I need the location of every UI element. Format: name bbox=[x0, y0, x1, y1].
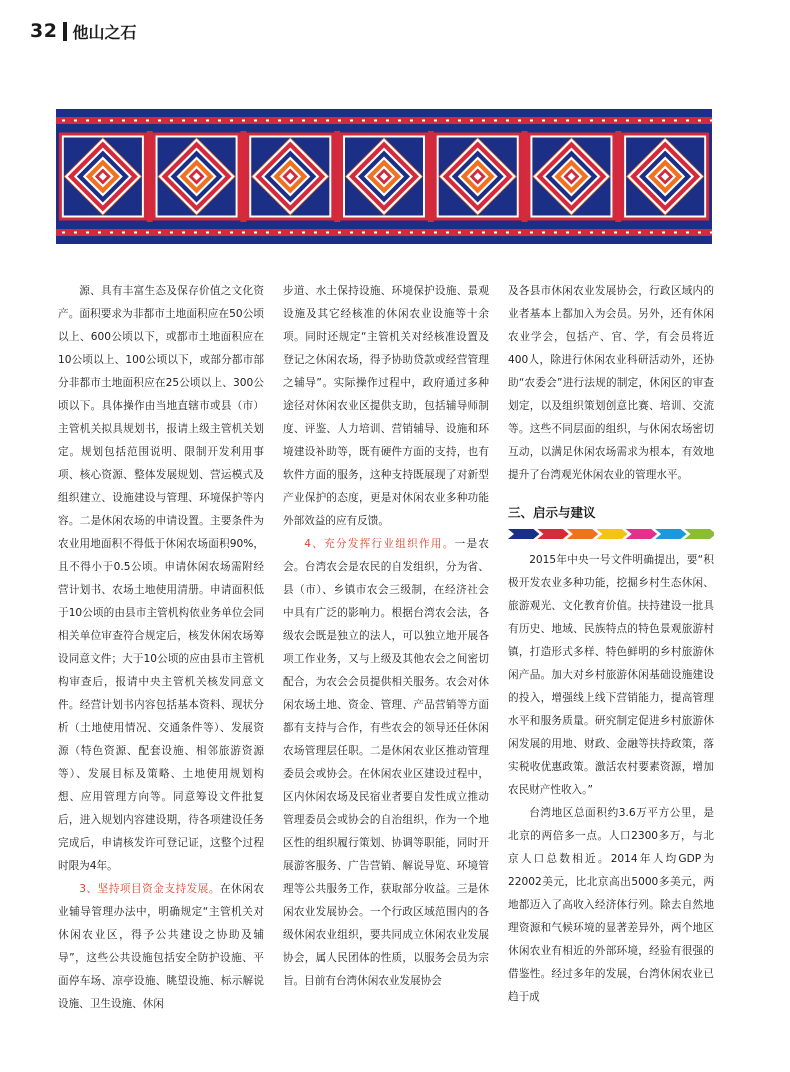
band-dot bbox=[254, 232, 257, 234]
band-dot bbox=[110, 120, 113, 122]
section-heading: 三、启示与建议 bbox=[508, 505, 596, 520]
band-dot bbox=[386, 232, 389, 234]
band-dot bbox=[638, 120, 641, 122]
band-dot bbox=[254, 120, 257, 122]
band-dot bbox=[578, 232, 581, 234]
paragraph bbox=[508, 280, 714, 487]
band-dot bbox=[626, 120, 629, 122]
tile-separator bbox=[522, 131, 528, 222]
band-dot bbox=[134, 232, 137, 234]
heading-color-stripe bbox=[508, 529, 714, 539]
band-dot bbox=[98, 232, 101, 234]
band-dot bbox=[314, 232, 317, 234]
band-dot bbox=[482, 232, 485, 234]
band-dot bbox=[290, 232, 293, 234]
band-dot bbox=[326, 120, 329, 122]
band-dot bbox=[182, 232, 185, 234]
band-dot bbox=[674, 232, 677, 234]
band-dot bbox=[242, 232, 245, 234]
stripe-chevron bbox=[655, 529, 686, 539]
band-dot bbox=[482, 120, 485, 122]
band-dot bbox=[62, 120, 65, 122]
decorative-pattern-banner bbox=[56, 109, 712, 244]
highlighted-subheading: 3、坚持项目资金支持发展。 bbox=[79, 883, 221, 895]
band-dot bbox=[158, 232, 161, 234]
article-column-3 bbox=[508, 280, 714, 1009]
band-dot bbox=[230, 232, 233, 234]
band-dot bbox=[266, 232, 269, 234]
paragraph bbox=[283, 533, 489, 993]
band-dot bbox=[434, 120, 437, 122]
band-dot bbox=[686, 120, 689, 122]
stripe-chevron bbox=[537, 529, 568, 539]
band-dot bbox=[410, 120, 413, 122]
band-dot bbox=[602, 120, 605, 122]
tile-separator bbox=[147, 131, 153, 222]
page-number: 32 bbox=[30, 20, 58, 42]
band-dot bbox=[662, 120, 665, 122]
paragraph bbox=[283, 280, 489, 533]
paragraph-text: 台湾地区总面积约3.6万平方公里，是北京的两倍多一点。人口2300多万，与北京人口总数相近。2014年人均GDP为22002美元，比北京高出5000多美元，两地都迈入了高收入经济体行列。除去自然地理资源和气候环境的显著差异外，两个地区休闲农业有相近的外部环境，经验有很强的借鉴性。经过多年的发展，台湾休闲农业已趋于成 bbox=[508, 807, 714, 1003]
band-dot bbox=[530, 232, 533, 234]
band-dot bbox=[218, 120, 221, 122]
band-dot bbox=[290, 120, 293, 122]
band-dot bbox=[518, 232, 521, 234]
band-dot bbox=[494, 232, 497, 234]
band-dot bbox=[458, 232, 461, 234]
band-dot bbox=[446, 120, 449, 122]
band-dot bbox=[74, 232, 77, 234]
stripe-chevron bbox=[567, 529, 598, 539]
band-dot bbox=[338, 232, 341, 234]
band-dot bbox=[590, 232, 593, 234]
banner-bottom-band bbox=[56, 229, 712, 236]
band-dot bbox=[86, 120, 89, 122]
band-dot bbox=[170, 232, 173, 234]
band-dot bbox=[614, 120, 617, 122]
band-dot bbox=[242, 120, 245, 122]
band-dot bbox=[494, 120, 497, 122]
section-name: 他山之石 bbox=[72, 22, 137, 42]
band-dot bbox=[278, 120, 281, 122]
band-dot bbox=[314, 120, 317, 122]
highlighted-subheading: 4、充分发挥行业组织作用。 bbox=[304, 538, 455, 550]
band-dot bbox=[146, 232, 149, 234]
band-dot bbox=[542, 120, 545, 122]
band-dot bbox=[554, 232, 557, 234]
band-dot bbox=[614, 232, 617, 234]
band-dot bbox=[194, 232, 197, 234]
band-dot bbox=[206, 232, 209, 234]
band-dot bbox=[674, 120, 677, 122]
band-dot bbox=[590, 120, 593, 122]
band-dot bbox=[638, 232, 641, 234]
paragraph-text: 在休闲农业辅导管理办法中，明确规定“主管机关对休闲农业区，得予公共建设之协助及辅导”，这些公共设施包括安全防护设施、平面停车场、凉亭设施、眺望设施、标示解说设施、卫生设施、休闲 bbox=[58, 883, 264, 1010]
band-dot bbox=[62, 232, 65, 234]
tile-separator bbox=[615, 131, 621, 222]
band-dot bbox=[698, 120, 701, 122]
banner-top-band bbox=[56, 117, 712, 124]
band-dot bbox=[362, 232, 365, 234]
band-dot bbox=[182, 120, 185, 122]
stripe-chevron bbox=[626, 529, 657, 539]
tile-separator bbox=[334, 131, 340, 222]
paragraph-text: 一是农会。台湾农会是农民的自发组织，分为省、县（市）、乡镇市农会三级制，在经济社会中具有广泛的影响力。根据台湾农会法，各级农会既是独立的法人，可以独立地开展各项工作业务，又与上级及其他农会之间密切配合，为农会会员提供相关服务。农会对休闲农场土地、资金、管理、产品营销等方面都有支持与合作，有些农会的领导还任休闲农场管理层任职。二是休闲农业区推动管理委员会或协会。在休闲农业区建设过程中，区内休闲农场及民宿业者要自发性成立推动管理委员会或协会的自治组织，作为一个地区性的组织履行策划、协调等职能，同时开展游客服务、广告营销、解说导览、环境管理等公共服务工作，获取部分收益。三是休闲农业发展协会。一个行政区域范围内的各级休闲农业组织，要共同成立休闲农业发展协会，属人民团体的性质，以服务会员为宗旨。目前有台湾休闲农业发展协会 bbox=[283, 538, 489, 987]
band-dot bbox=[446, 232, 449, 234]
band-dot bbox=[470, 120, 473, 122]
band-dot bbox=[98, 120, 101, 122]
band-dot bbox=[386, 120, 389, 122]
band-dot bbox=[170, 120, 173, 122]
band-dot bbox=[398, 120, 401, 122]
band-dot bbox=[650, 120, 653, 122]
band-dot bbox=[338, 120, 341, 122]
paragraph-text: 步道、水土保持设施、环境保护设施、景观设施及其它经核准的休闲农业设施等十余项。同时还规定“主管机关对经核准设置及登记之休闲农场，得予协助贷款或经营管理之辅导”。实际操作过程中，政府通过多种途径对休闲农业区提供支助，包括辅导师制度、评鉴、人力培训、营销辅导、设施和环境建设补助等，既有硬件方面的支持，也有软件方面的服务，这种支持既展现了对新型产业保护的态度，更是对休闲农业多种功能外部效益的应有反馈。 bbox=[283, 285, 489, 527]
band-dot bbox=[110, 232, 113, 234]
band-dot bbox=[86, 232, 89, 234]
band-dot bbox=[122, 120, 125, 122]
header-divider bbox=[63, 22, 67, 41]
paragraph bbox=[508, 549, 714, 802]
band-dot bbox=[74, 120, 77, 122]
band-dot bbox=[530, 120, 533, 122]
band-dot bbox=[506, 120, 509, 122]
band-dot bbox=[578, 120, 581, 122]
band-dot bbox=[626, 232, 629, 234]
band-dot bbox=[566, 232, 569, 234]
band-dot bbox=[278, 232, 281, 234]
band-dot bbox=[434, 232, 437, 234]
band-dot bbox=[230, 120, 233, 122]
band-dot bbox=[422, 232, 425, 234]
band-dot bbox=[470, 232, 473, 234]
band-dot bbox=[302, 120, 305, 122]
paragraph-text: 源、具有丰富生态及保存价值之文化资产。面积要求为非都市土地面积应在50公顷以上、600公顷以下，或都市土地面积应在10公顷以上、100公顷以下，或部分都市部分非都市土地面积应在25公顷以上、300公顷以下。具体操作由当地直辖市或县（市）主管机关拟具规划书，报请上级主管机关划定。规划包括范围说明、限制开发利用事项、核心资源、整体发展规划、营运模式及组织建立、设施建设与管理、环境保护等内容。二是休闲农场的申请设置。主要条件为农业用地面积不得低于休闲农场面积90%，且不得小于0.5公顷。申请休闲农场需附经营计划书、农场土地使用清册。申请面积低于10公顷的由县市主管机构依业务单位会同相关单位审查符合规定后，核发休闲农场筹设同意文件；大于10公顷的应由县市主管机构审查后，报请中央主管机关核发同意文件。经营计划书内容包括基本资料、现状分析（土地使用情况、交通条件等）、发展资源（特色资源、配套设施、相邻旅游资源等）、发展目标及策略、土地使用规划构想、应用管理方向等。同意筹设文件批复后，进入规划内容建设期，待各项建设任务完成后，申请核发许可登记证，这整个过程时限为4年。 bbox=[58, 285, 264, 872]
band-dot bbox=[266, 120, 269, 122]
paragraph-text: 2015年中央一号文件明确提出，要“积极开发农业多种功能，挖掘乡村生态休闲、旅游观光、文化教育价值。扶持建设一批具有历史、地域、民族特点的特色景观旅游村镇，打造形式多样、特色鲜明的乡村旅游休闲产品。加大对乡村旅游休闲基础设施建设的投入，增强线上线下营销能力，提高管理水平和服务质量。研究制定促进乡村旅游休闲发展的用地、财政、金融等扶持政策，落实税收优惠政策。激活农村要素资源，增加农民财产性收入。” bbox=[508, 554, 714, 796]
tile-separator bbox=[240, 131, 246, 222]
band-dot bbox=[686, 232, 689, 234]
band-dot bbox=[326, 232, 329, 234]
band-dot bbox=[158, 120, 161, 122]
band-dot bbox=[698, 232, 701, 234]
band-dot bbox=[422, 120, 425, 122]
band-dot bbox=[542, 232, 545, 234]
band-dot bbox=[518, 120, 521, 122]
band-dot bbox=[218, 232, 221, 234]
band-dot bbox=[554, 120, 557, 122]
paragraph bbox=[508, 802, 714, 1009]
band-dot bbox=[458, 120, 461, 122]
paragraph bbox=[58, 280, 264, 878]
band-dot bbox=[302, 232, 305, 234]
band-dot bbox=[662, 232, 665, 234]
article-column-1 bbox=[58, 280, 264, 1016]
band-dot bbox=[374, 120, 377, 122]
stripe-chevron bbox=[508, 529, 539, 539]
band-dot bbox=[410, 232, 413, 234]
band-dot bbox=[710, 232, 712, 234]
band-dot bbox=[350, 232, 353, 234]
band-dot bbox=[362, 120, 365, 122]
stripe-chevron bbox=[596, 529, 627, 539]
tile-separator bbox=[428, 131, 434, 222]
article-column-2 bbox=[283, 280, 489, 993]
page-header bbox=[30, 14, 136, 48]
band-dot bbox=[194, 120, 197, 122]
band-dot bbox=[374, 232, 377, 234]
band-dot bbox=[566, 120, 569, 122]
band-dot bbox=[134, 120, 137, 122]
band-dot bbox=[398, 232, 401, 234]
band-dot bbox=[650, 232, 653, 234]
band-dot bbox=[146, 120, 149, 122]
band-dot bbox=[206, 120, 209, 122]
band-dot bbox=[350, 120, 353, 122]
band-dot bbox=[710, 120, 712, 122]
stripe-chevron bbox=[685, 529, 714, 539]
band-dot bbox=[122, 232, 125, 234]
band-dot bbox=[602, 232, 605, 234]
paragraph-text: 及各县市休闲农业发展协会，行政区域内的业者基本上都加入为会员。另外，还有休闲农业学会，包括产、官、学，有会员将近400人，除进行休闲农业科研活动外，还协助“农委会”进行法规的制定，休闲区的审查划定，以及组织策划创意比赛、培训、交流等。这些不同层面的组织，与休闲农场密切互动，以满足休闲农场需求为根本，有效地提升了台湾观光休闲农业的管理水平。 bbox=[508, 285, 714, 481]
paragraph bbox=[58, 878, 264, 1016]
band-dot bbox=[506, 232, 509, 234]
